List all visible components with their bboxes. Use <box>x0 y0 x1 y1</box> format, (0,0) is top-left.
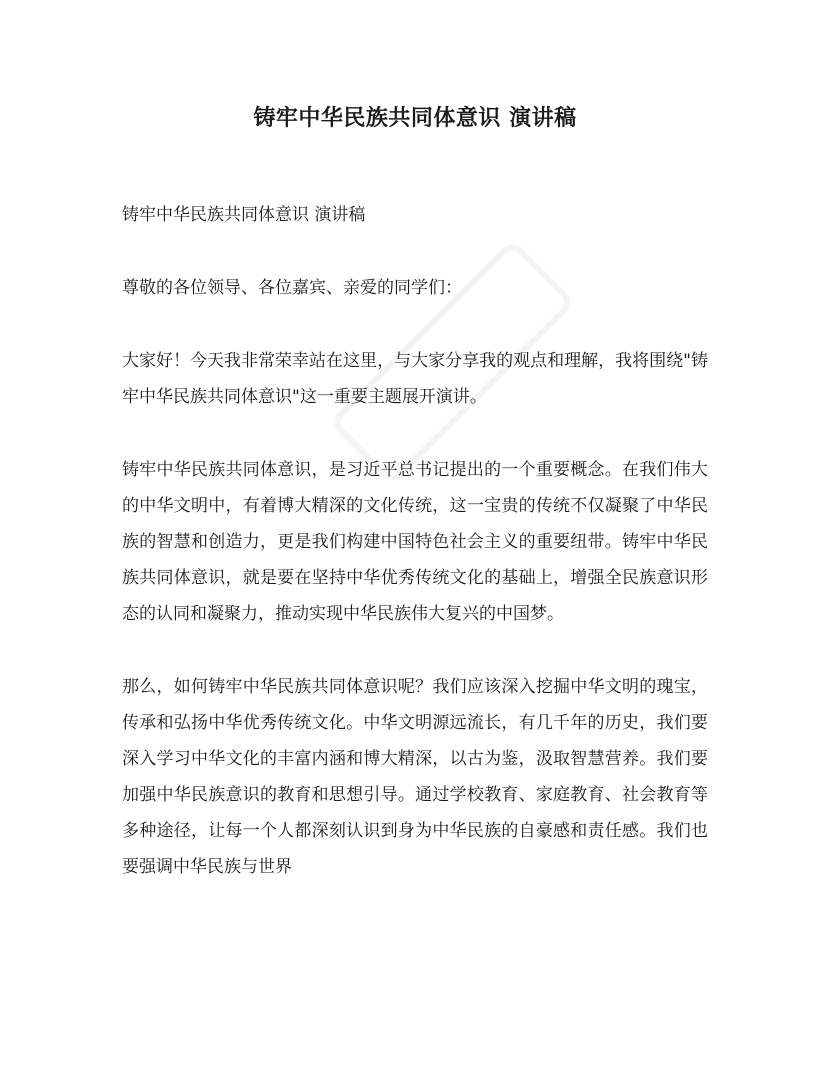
paragraph-intro: 大家好！今天我非常荣幸站在这里，与大家分享我的观点和理解，我将围绕"铸牢中华民族共同体意识"这一重要主题展开演讲。 <box>122 351 708 407</box>
paragraph-concept: 铸牢中华民族共同体意识，是习近平总书记提出的一个重要概念。在我们伟大的中华文明中，有着博大精深的文化传统，这一宝贵的传统不仅凝聚了中华民族的智慧和创造力，更是我们构建中国特色社会主义的重要纽带。铸牢中华民族共同体意识，就是要在坚持中华优秀传统文化的基础上，增强全民族意识形态的认同和凝聚力，推动实现中华民族伟大复兴的中国梦。 <box>122 460 708 624</box>
paragraph-method: 那么，如何铸牢中华民族共同体意识呢？我们应该深入挖掘中华文明的瑰宝，传承和弘扬中华优秀传统文化。中华文明源远流长，有几千年的历史，我们要深入学习中华文化的丰富内涵和博大精深，以古为鉴，汲取智慧营养。我们要加强中华民族意识的教育和思想引导。通过学校教育、家庭教育、社会教育等多种途径，让每一个人都深刻认识到身为中华民族的自豪感和责任感。我们也要强调中华民族与世界 <box>122 677 708 877</box>
document-title: 铸牢中华民族共同体意识 演讲稿 <box>253 106 577 131</box>
document-body <box>122 197 708 885</box>
paragraph-subtitle: 铸牢中华民族共同体意识 演讲稿 <box>122 205 366 225</box>
paragraph-greeting: 尊敬的各位领导、各位嘉宾、亲爱的同学们： <box>122 278 462 298</box>
